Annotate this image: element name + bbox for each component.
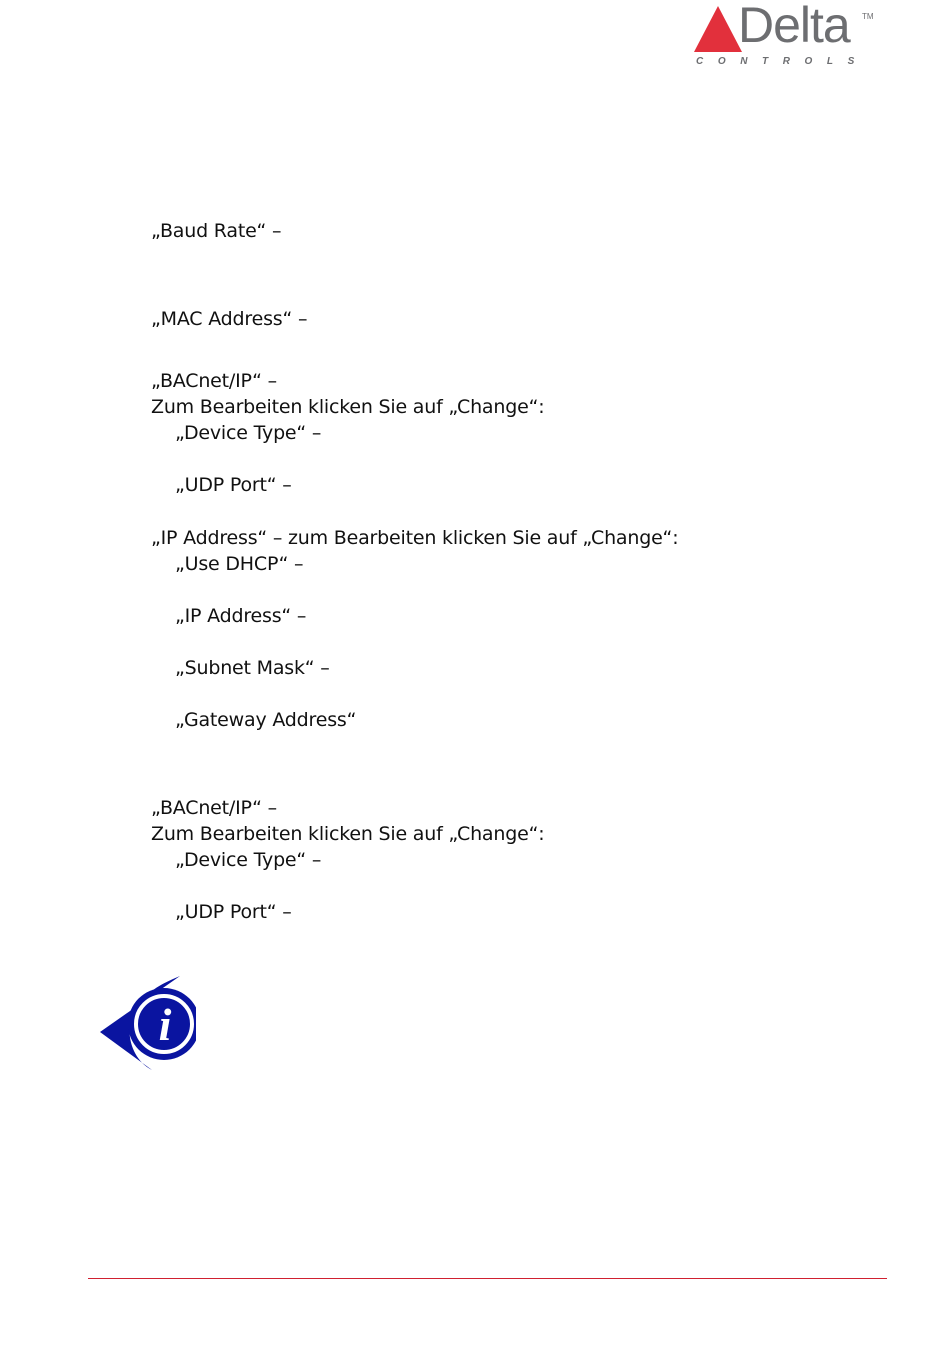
subnet-mask-label: „Subnet Mask“ – [175, 657, 330, 679]
info-letter: i [158, 999, 172, 1050]
baud-rate-label: „Baud Rate“ – [151, 220, 282, 242]
change-instruction: Zum Bearbeiten klicken Sie auf „Change“: [151, 396, 545, 418]
mac-address-label: „MAC Address“ – [151, 308, 308, 330]
logo-subtitle: CONTROLS [696, 56, 869, 67]
udp-port-label-2: „UDP Port“ – [175, 901, 292, 923]
gateway-address-label: „Gateway Address“ [175, 709, 357, 731]
device-type-label-2: „Device Type“ – [175, 849, 322, 871]
use-dhcp-label: „Use DHCP“ – [175, 553, 304, 575]
footer-divider [88, 1278, 887, 1279]
udp-port-label: „UDP Port“ – [175, 474, 292, 496]
change-instruction-2: Zum Bearbeiten klicken Sie auf „Change“: [151, 823, 545, 845]
delta-controls-logo [694, 0, 879, 70]
bacnet-ip-label: „BACnet/IP“ – [151, 370, 277, 392]
logo-wordmark: Delta [738, 0, 850, 53]
bacnet-ip-label-2: „BACnet/IP“ – [151, 797, 277, 819]
ip-address-label: „IP Address“ – [175, 605, 307, 627]
info-icon [98, 974, 196, 1074]
ip-address-heading: „IP Address“ – zum Bearbeiten klicken Sie auf „Change“: [151, 527, 679, 549]
device-type-label: „Device Type“ – [175, 422, 322, 444]
logo-trademark: TM [862, 12, 874, 21]
